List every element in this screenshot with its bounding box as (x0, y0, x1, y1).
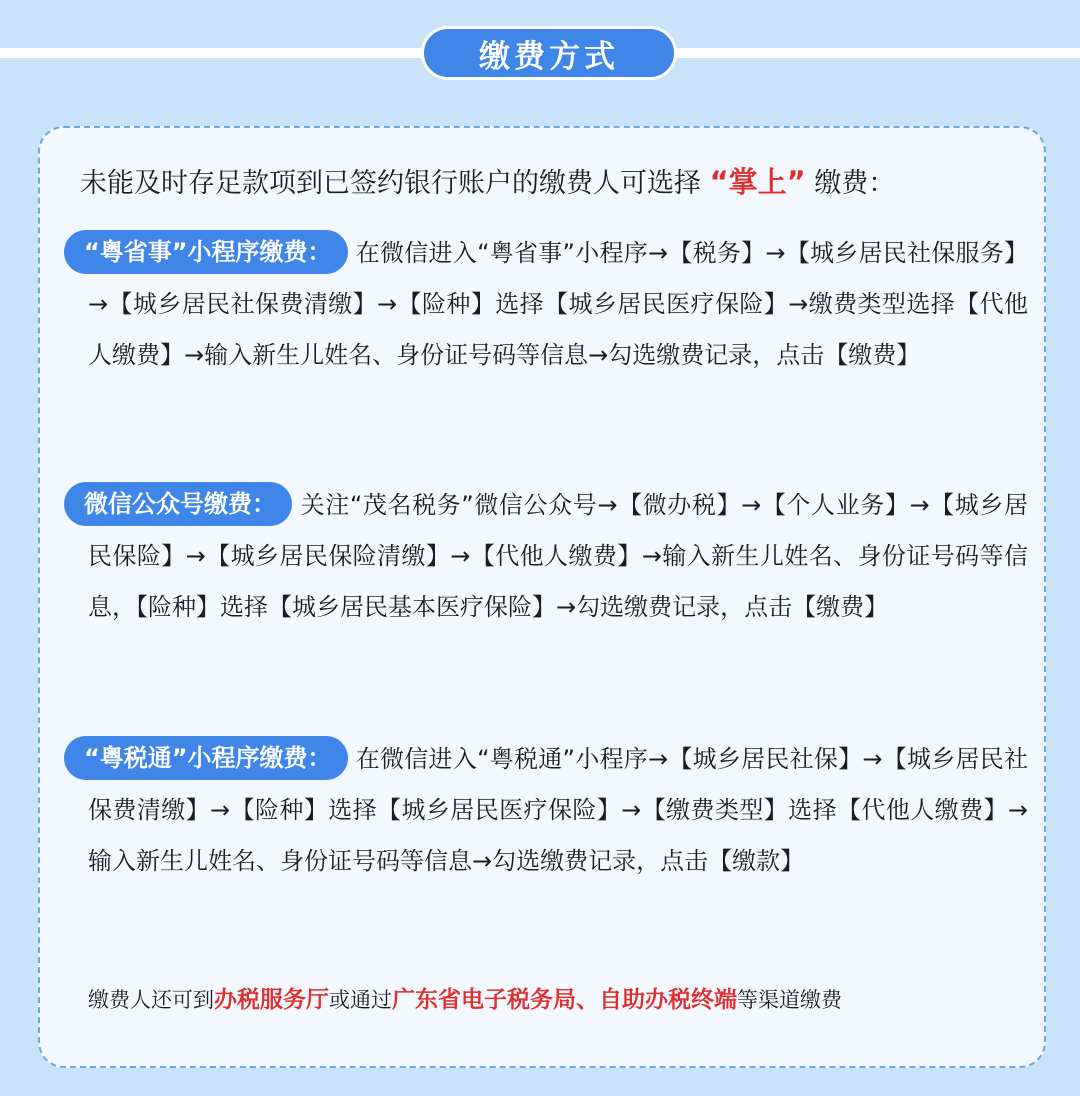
section-text: 在微信进入“粤省事”小程序→【税务】→【城乡居民社保服务】→【城乡居民社保费清缴】→【险种】选择【城乡居民医疗保险】→缴费类型选择【代他人缴费】→输入新生儿姓名、身份证号码等信息→勾选缴费记录，点击【缴费】 (88, 239, 1028, 369)
section-badge: “粤税通”小程序缴费： (64, 736, 348, 780)
section-yueshengshi (84, 228, 1028, 381)
page-title: 缴费方式 (421, 26, 677, 80)
section-badge: 微信公众号缴费： (64, 482, 292, 526)
intro-text: 未能及时存足款项到已签约银行账户的缴费人可选择 (80, 168, 701, 199)
content-card (38, 126, 1046, 1068)
footer-text: 缴费人还可到 (88, 988, 214, 1012)
section-badge: “粤省事”小程序缴费： (64, 230, 348, 274)
section-text: 关注“茂名税务”微信公众号→【微办税】→【个人业务】→【城乡居民保险】→【城乡居民保险清缴】→【代他人缴费】→输入新生儿姓名、身份证号码等信息，【险种】选择【城乡居民基本医疗保险】→勾选缴费记录，点击【缴费】 (88, 491, 1028, 621)
footer-note (88, 978, 842, 1022)
footer-highlight-hall: 办税服务厅 (214, 987, 329, 1013)
footer-text: 等渠道缴费 (737, 988, 842, 1012)
section-yueshuitong (84, 734, 1028, 887)
footer-highlight-channels: 广东省电子税务局、自助办税终端 (392, 987, 737, 1013)
section-text: 在微信进入“粤税通”小程序→【城乡居民社保】→【城乡居民社保费清缴】→【险种】选择【城乡居民医疗保险】→【缴费类型】选择【代他人缴费】→输入新生儿姓名、身份证号码等信息→勾选缴费记录，点击【缴款】 (88, 745, 1028, 875)
footer-text: 或通过 (329, 988, 392, 1012)
section-wechat-official-account (84, 480, 1028, 633)
intro-highlight: “掌上” (709, 165, 806, 199)
intro-paragraph (80, 162, 895, 204)
intro-suffix: 缴费： (814, 168, 896, 199)
